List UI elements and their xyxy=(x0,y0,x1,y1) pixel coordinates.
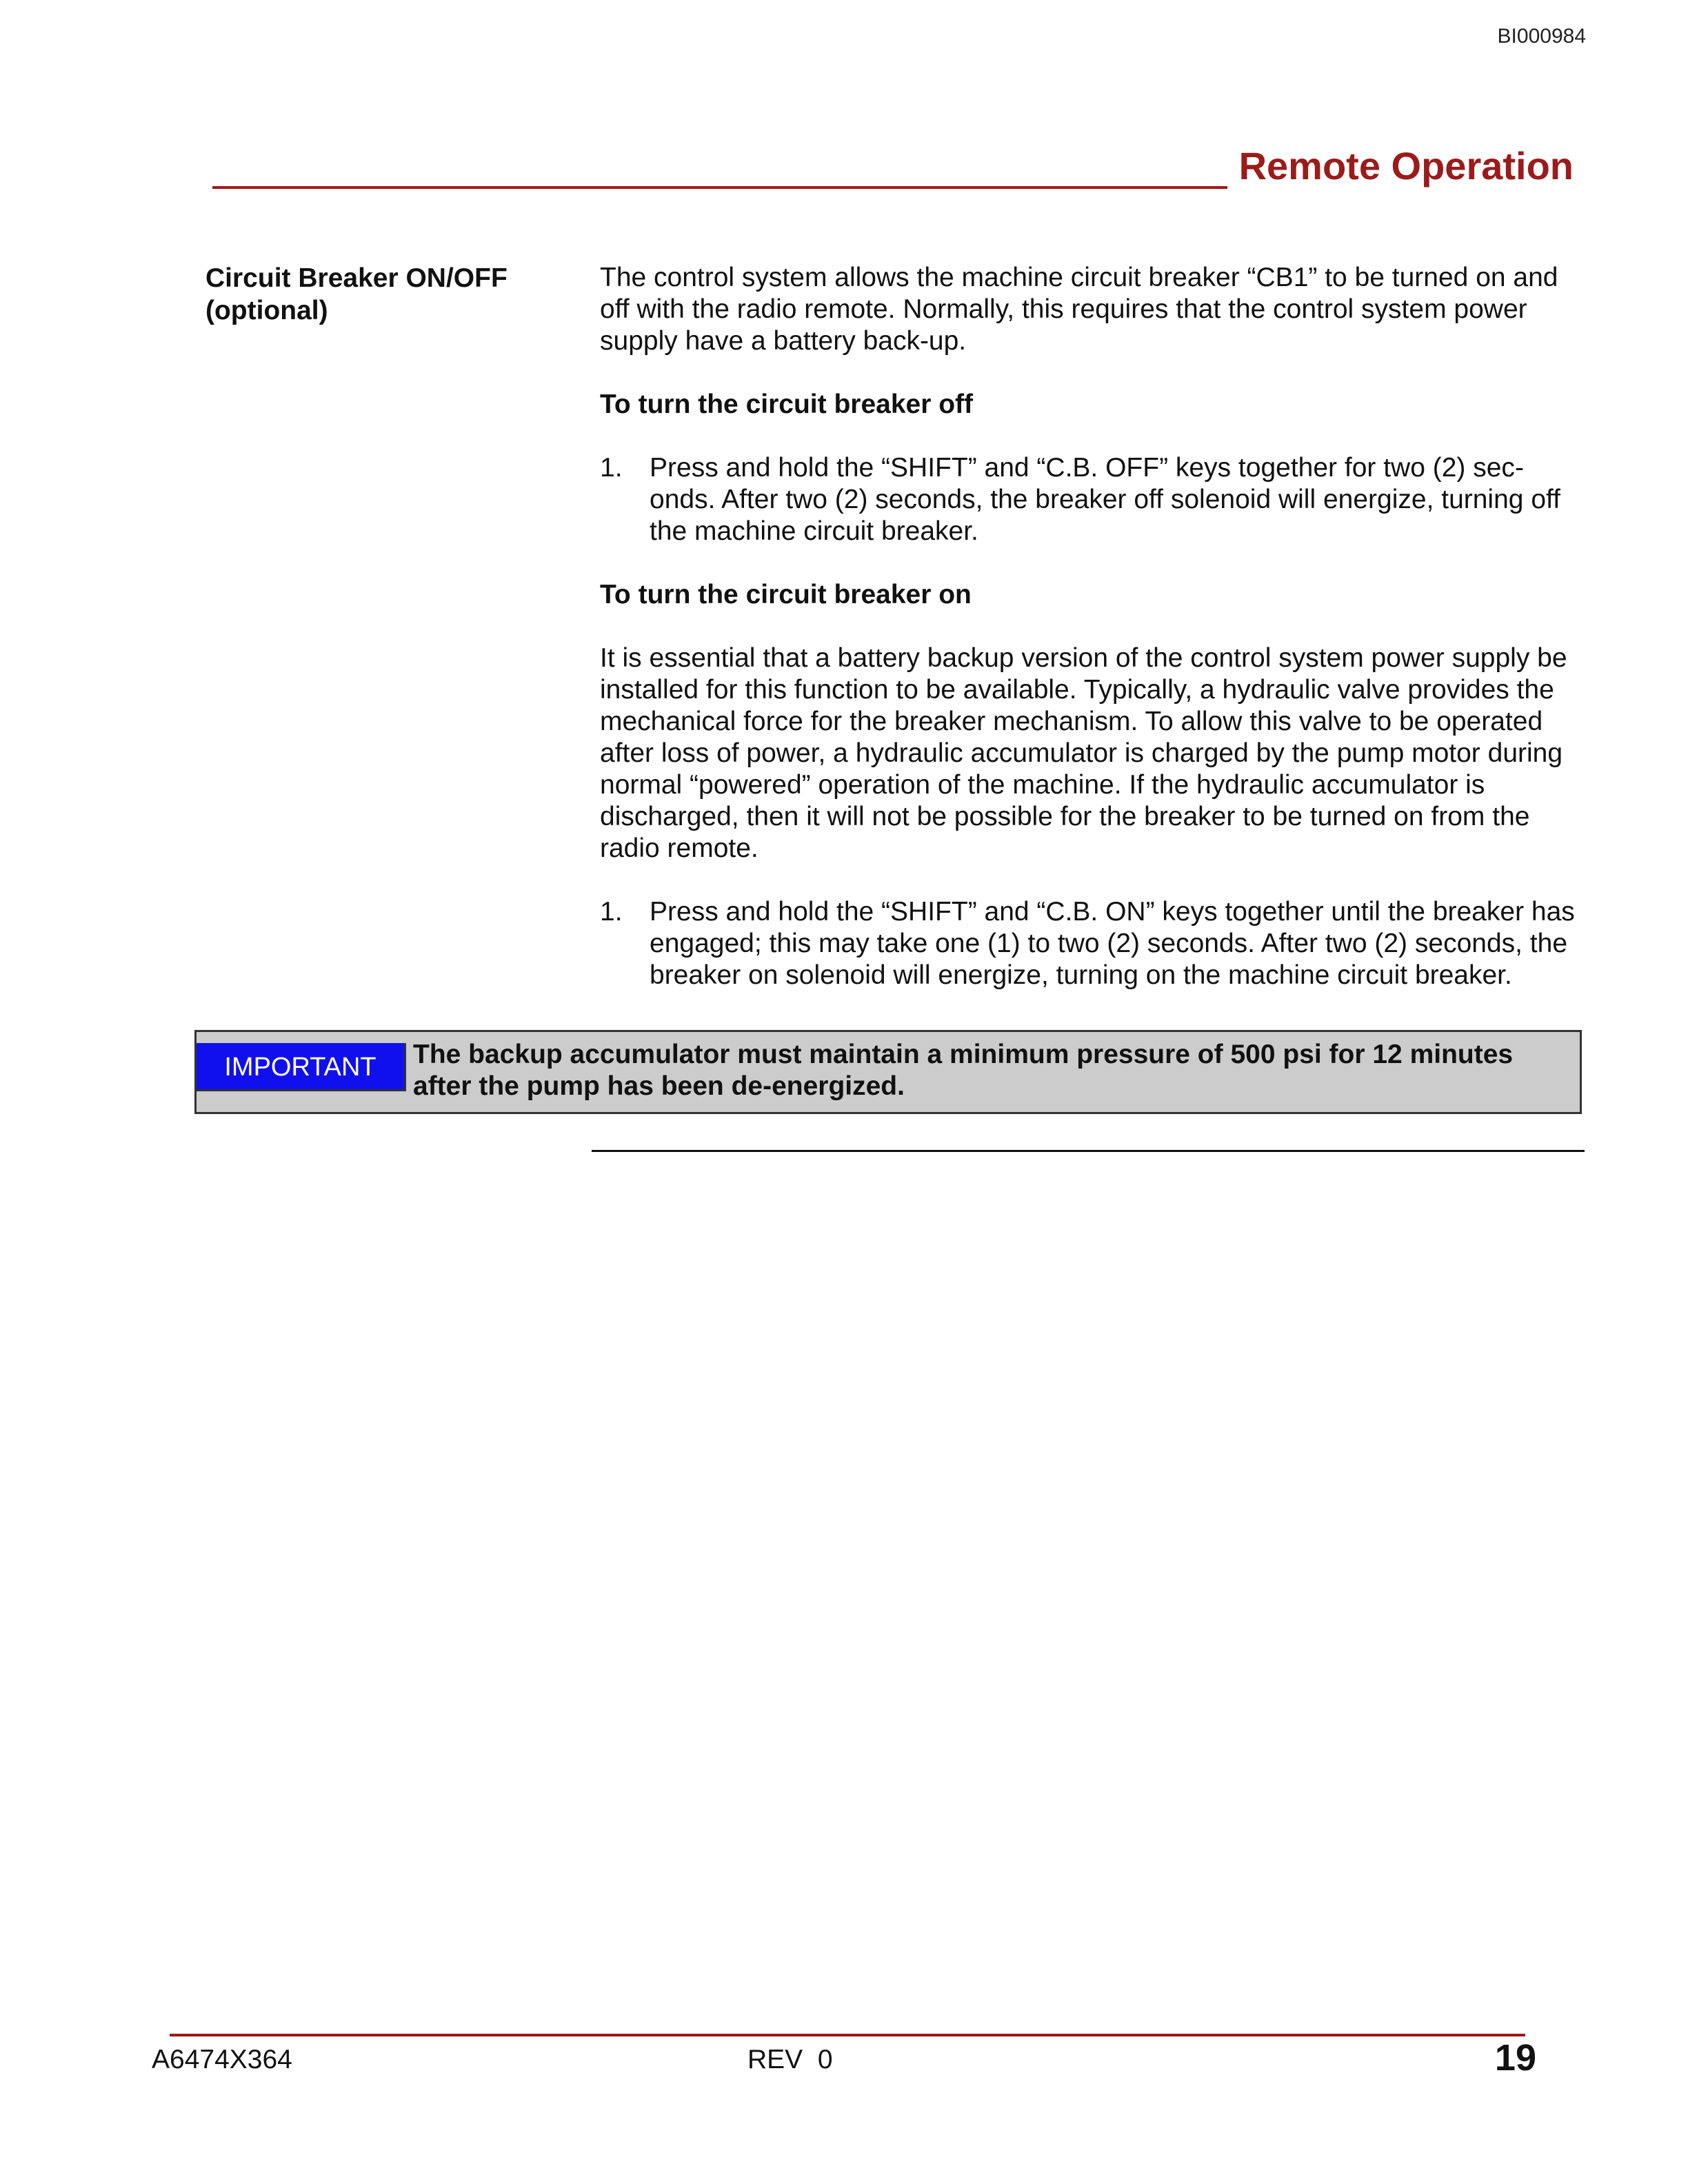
important-text: The backup accumulator must maintain a minimum pressure of 500 psi for 12 minutes after the pump has been de-energized. xyxy=(413,1040,1514,1101)
page-number: 19 xyxy=(1494,2037,1536,2079)
on-step-1 xyxy=(600,896,1579,991)
on-steps xyxy=(600,896,1579,991)
side-label-line1: Circuit Breaker ON/OFF xyxy=(205,263,508,293)
main-content xyxy=(600,262,1579,1023)
section-title: Remote Operation xyxy=(1238,144,1574,188)
step-text: Press and hold the “SHIFT” and “C.B. OFF” keys together for two (2) seconds. After two (2) seconds, the breaker off solenoid will energize, turning off the machine circuit breaker. xyxy=(650,453,1560,546)
off-step-1 xyxy=(600,452,1579,547)
footer-rule xyxy=(170,2034,1525,2036)
footer-doc-number: A6474X364 xyxy=(152,2045,292,2074)
step-text: Press and hold the “SHIFT” and “C.B. ON” keys together until the breaker has engaged; this may take one (1) to two (2) seconds. After two (2) seconds, the breaker on solenoid will energize, turning on the machine circuit breaker. xyxy=(650,897,1575,990)
step-number: 1. xyxy=(600,897,623,927)
document-id: BI000984 xyxy=(1497,25,1586,48)
footer-revision: REV 0 xyxy=(747,2045,833,2074)
intro-paragraph: The control system allows the machine circuit breaker “CB1” to be turned on and off with the radio remote. Normally, this requires that the control system power supply have a battery back-up. xyxy=(600,263,1558,356)
section-end-rule xyxy=(592,1150,1585,1152)
header-rule xyxy=(212,186,1227,189)
on-description: It is essential that a battery backup version of the control system power supply be installed for this function to be available. Typically, a hydraulic valve provides the mechanical force for the breaker mechanism. To allow this valve to be operated after loss of power, a hydraulic accumulator is charged by the pump motor during normal “powered” operation of the machine. If the hydraulic accumulator is discharged, then it will not be possible for the breaker to be turned on from the radio remote. xyxy=(600,643,1567,863)
off-steps xyxy=(600,452,1579,547)
side-label-line2: (optional) xyxy=(205,296,328,325)
side-label xyxy=(205,262,550,327)
step-number: 1. xyxy=(600,453,623,483)
on-heading: To turn the circuit breaker on xyxy=(600,580,972,609)
important-callout xyxy=(194,1030,1582,1114)
important-badge: IMPORTANT xyxy=(197,1043,406,1091)
off-heading: To turn the circuit breaker off xyxy=(600,390,974,419)
